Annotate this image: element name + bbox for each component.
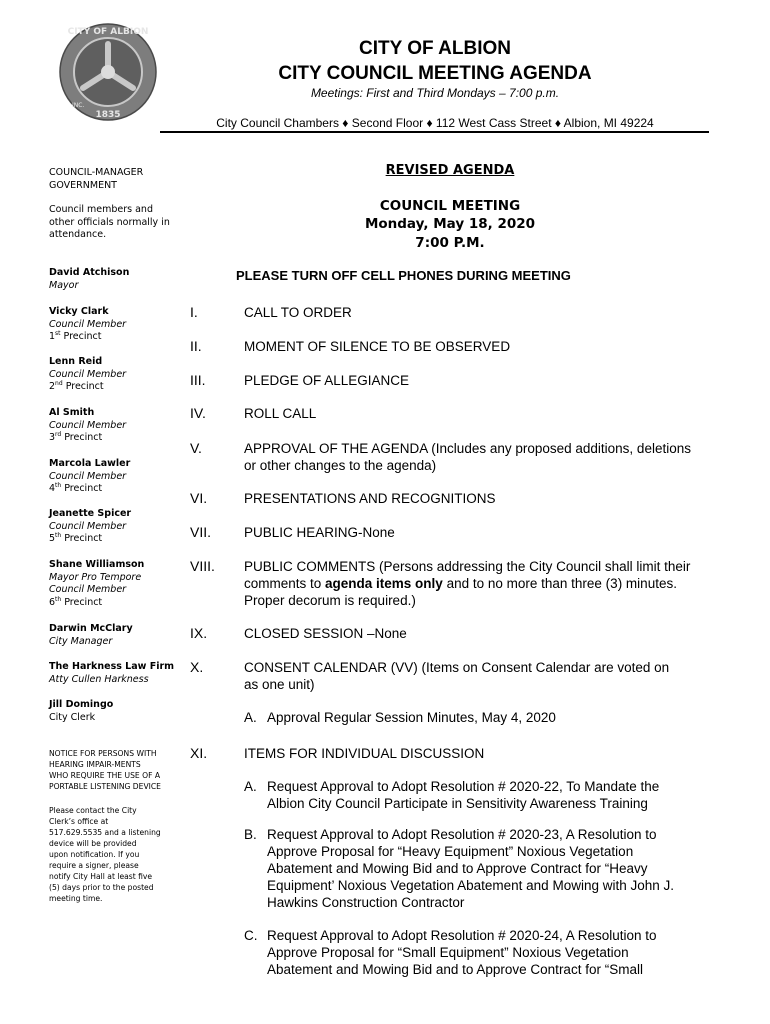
agenda-item-public-hearing: PUBLIC HEARING-None xyxy=(244,525,395,540)
hearing-notice xyxy=(49,748,184,792)
contact-line: meeting time. xyxy=(49,894,103,903)
emphasis-text: agenda items only xyxy=(325,576,443,591)
agenda-item-consent-calendar xyxy=(244,659,714,693)
gov-line-2: GOVERNMENT xyxy=(49,179,117,191)
official-name: Lenn Reid xyxy=(49,356,103,367)
sub-item-line: Request Approval to Adopt Resolution # 2020-23, A Resolution to xyxy=(267,827,657,842)
att-line-3: attendance. xyxy=(49,229,107,241)
agenda-item-call-to-order: CALL TO ORDER xyxy=(244,305,352,320)
item-line: PUBLIC COMMENTS (Persons addressing the City Council shall limit their xyxy=(244,559,691,574)
item-line: APPROVAL OF THE AGENDA (Includes any proposed additions, deletions xyxy=(244,441,691,456)
cell-phone-notice: PLEASE TURN OFF CELL PHONES DURING MEETING xyxy=(236,268,571,283)
official-precinct-2 xyxy=(49,356,184,394)
notice-line: HEARING IMPAIR-MENTS xyxy=(49,760,141,769)
official-name: Al Smith xyxy=(49,407,95,418)
official-title: Council Member xyxy=(49,470,127,482)
contact-line: device will be provided xyxy=(49,839,137,848)
discussion-sub-item xyxy=(244,778,714,812)
sub-item-line: Abatement and Mowing Bid and to Approve Contract for “Heavy xyxy=(267,861,648,876)
sub-item-line: Equipment’ Noxious Vegetation Abatement and Mowing with John J. xyxy=(267,878,674,893)
official-name: The Harkness Law Firm xyxy=(49,661,175,672)
official-name: Darwin McClary xyxy=(49,623,133,634)
official-title: Mayor xyxy=(49,279,79,291)
official-name: Vicky Clark xyxy=(49,306,109,317)
item-number: XI. xyxy=(190,745,208,761)
header-divider xyxy=(160,131,709,133)
official-title-2: Council Member xyxy=(49,584,127,596)
official-title: Council Member xyxy=(49,368,127,380)
official-city-clerk xyxy=(49,699,184,724)
contact-line: (5) days prior to the posted xyxy=(49,883,154,892)
attendance-note xyxy=(49,204,184,242)
agenda-item-presentations: PRESENTATIONS AND RECOGNITIONS xyxy=(244,491,496,506)
official-title: Mayor Pro Tempore xyxy=(49,571,142,583)
item-number: III. xyxy=(190,372,206,388)
att-line-1: Council members and xyxy=(49,204,153,215)
consent-sub-item xyxy=(244,709,714,726)
official-title: City Manager xyxy=(49,635,113,647)
official-title: Atty Cullen Harkness xyxy=(49,673,149,685)
item-number: II. xyxy=(190,338,202,354)
sub-item-line: Abatement and Mowing Bid and to Approve Contract for “Small xyxy=(267,962,643,977)
agenda-title: CITY COUNCIL MEETING AGENDA xyxy=(278,63,592,84)
official-name: David Atchison xyxy=(49,267,130,278)
item-line: CONSENT CALENDAR (VV) (Items on Consent Calendar are voted on xyxy=(244,660,670,675)
seal-year: 1835 xyxy=(95,110,121,120)
official-precinct: 3rd Precinct xyxy=(49,431,103,444)
official-name: Jeanette Spicer xyxy=(49,508,132,519)
official-attorney xyxy=(49,661,184,686)
sub-item-label: C. xyxy=(244,928,258,943)
att-line-2: other officials normally in xyxy=(49,216,170,228)
official-precinct-4 xyxy=(49,458,184,496)
official-title: City Clerk xyxy=(49,711,96,723)
clerk-contact-note xyxy=(49,805,184,904)
meeting-schedule: Meetings: First and Third Mondays – 7:00 p.m. xyxy=(310,86,560,100)
meeting-type: COUNCIL MEETING xyxy=(379,198,521,214)
sub-item-text: Approval Regular Session Minutes, May 4, 2020 xyxy=(267,710,556,725)
contact-line: upon notification. If you xyxy=(49,850,140,859)
notice-line: NOTICE FOR PERSONS WITH xyxy=(49,749,157,758)
address-line: City Council Chambers ♦ Second Floor ♦ 112 West Cass Street ♦ Albion, MI 49224 xyxy=(216,116,654,130)
item-line: comments to agenda items only and to no more than three (3) minutes. xyxy=(244,576,677,591)
sub-item-line: Hawkins Construction Contractor xyxy=(267,895,465,910)
official-precinct: 5th Precinct xyxy=(49,532,103,545)
item-number: VI. xyxy=(190,490,208,506)
agenda-item-individual-discussion: ITEMS FOR INDIVIDUAL DISCUSSION xyxy=(244,746,485,761)
item-line: as one unit) xyxy=(244,677,315,692)
official-precinct-5 xyxy=(49,508,184,546)
official-precinct: 2nd Precinct xyxy=(49,380,104,393)
notice-line: PORTABLE LISTENING DEVICE xyxy=(49,782,161,791)
item-number: V. xyxy=(190,440,202,456)
sub-item-line: Request Approval to Adopt Resolution # 2020-24, A Resolution to xyxy=(267,928,657,943)
contact-line: require a signer, please xyxy=(49,861,139,870)
item-number: VIII. xyxy=(190,558,215,574)
item-number: IX. xyxy=(190,625,208,641)
official-title: Council Member xyxy=(49,520,127,532)
agenda-item-pledge: PLEDGE OF ALLEGIANCE xyxy=(244,373,410,388)
official-precinct: 4th Precinct xyxy=(49,482,103,495)
sub-item-label: A. xyxy=(244,710,257,725)
agenda-item-public-comments xyxy=(244,558,714,609)
city-seal xyxy=(58,22,158,122)
gov-line-1: COUNCIL-MANAGER xyxy=(49,167,144,178)
item-number: IV. xyxy=(190,405,206,421)
item-number: VII. xyxy=(190,524,212,540)
seal-top-text: CITY OF ALBION xyxy=(67,27,149,37)
government-type xyxy=(49,167,184,192)
seal-inc: INC. xyxy=(72,102,85,109)
official-name: Jill Domingo xyxy=(49,699,114,710)
agenda-item-approval xyxy=(244,440,714,474)
official-precinct-6 xyxy=(49,559,184,609)
discussion-sub-item xyxy=(244,927,714,978)
city-title: CITY OF ALBION xyxy=(359,38,511,59)
sub-item-label: B. xyxy=(244,827,257,842)
revised-agenda-heading: REVISED AGENDA xyxy=(385,163,515,178)
sub-item-line: Request Approval to Adopt Resolution # 2020-22, To Mandate the xyxy=(267,779,660,794)
official-name: Shane Williamson xyxy=(49,559,145,570)
discussion-sub-item xyxy=(244,826,714,911)
official-title: Council Member xyxy=(49,419,127,431)
official-precinct: 6th Precinct xyxy=(49,595,103,608)
official-precinct-1 xyxy=(49,306,184,344)
official-precinct-3 xyxy=(49,407,184,445)
contact-line: Please contact the City xyxy=(49,806,137,815)
notice-line: WHO REQUIRE THE USE OF A xyxy=(49,771,161,780)
contact-line: 517.629.5535 and a listening xyxy=(49,828,161,837)
meeting-time: 7:00 P.M. xyxy=(415,235,485,251)
agenda-item-roll-call: ROLL CALL xyxy=(244,406,317,421)
sub-item-line: Approve Proposal for “Heavy Equipment” Noxious Vegetation xyxy=(267,844,634,859)
official-city-manager xyxy=(49,623,184,648)
official-mayor xyxy=(49,267,184,292)
agenda-item-moment-of-silence: MOMENT OF SILENCE TO BE OBSERVED xyxy=(244,339,511,354)
official-title: Council Member xyxy=(49,318,127,330)
meeting-date: Monday, May 18, 2020 xyxy=(364,216,536,232)
item-number: I. xyxy=(190,304,198,320)
contact-line: Clerk’s office at xyxy=(49,817,109,826)
item-number: X. xyxy=(190,659,204,675)
official-name: Marcola Lawler xyxy=(49,458,131,469)
sub-item-line: Albion City Council Participate in Sensitivity Awareness Training xyxy=(267,796,648,811)
item-line: Proper decorum is required.) xyxy=(244,593,416,608)
agenda-item-closed-session: CLOSED SESSION –None xyxy=(244,626,407,641)
item-line: or other changes to the agenda) xyxy=(244,458,437,473)
sub-item-line: Approve Proposal for “Small Equipment” Noxious Vegetation xyxy=(267,945,629,960)
contact-line: notify City Hall at least five xyxy=(49,872,153,881)
sub-item-label: A. xyxy=(244,779,257,794)
official-precinct: 1st Precinct xyxy=(49,330,102,343)
